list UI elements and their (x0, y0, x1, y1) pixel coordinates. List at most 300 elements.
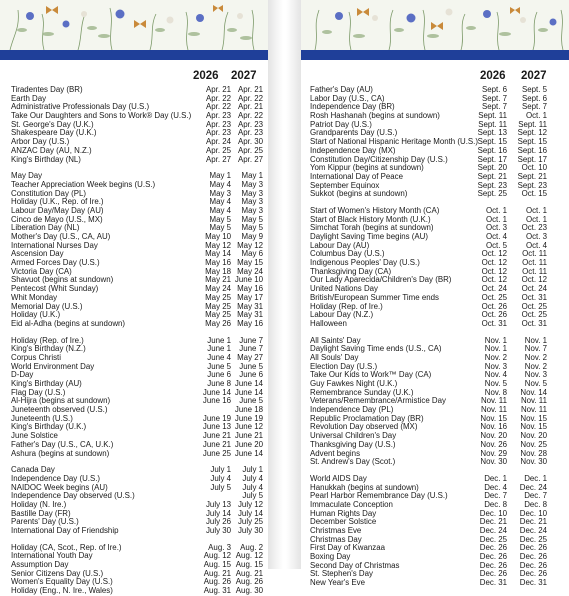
date-2026: Sept. 21 (477, 171, 507, 181)
date-2027: Oct. 15 (521, 189, 547, 199)
date-2027: Apr. 30 (237, 137, 263, 147)
holiday-row (310, 458, 547, 467)
date-2027: May 3 (241, 197, 263, 207)
holiday-name: United Nations Day (310, 284, 378, 294)
holiday-name: Mother's Day (U.S., CA, AU) (11, 232, 111, 241)
holiday-name: World AIDS Day (310, 473, 367, 483)
date-2027: Dec. 25 (519, 534, 547, 544)
holiday-name: Constitution Day (PL) (11, 188, 86, 198)
date-2027: Dec. 10 (519, 508, 547, 518)
date-2027: May 16 (237, 284, 263, 294)
holiday-name: St. George's Day (U.K.) (11, 119, 94, 129)
holiday-name: King's Birthday (U.K.) (11, 422, 87, 432)
date-2027: Dec. 31 (519, 578, 547, 588)
date-2027: Aug. 26 (235, 577, 263, 587)
holiday-column-right (310, 70, 547, 588)
holiday-name: Labour Day (N.Z.) (310, 310, 374, 320)
date-2027: June 5 (239, 361, 263, 371)
date-2026: Apr. 23 (205, 111, 231, 121)
date-2026: June 13 (202, 422, 231, 432)
date-2026: Sept. 11 (478, 119, 507, 129)
holiday-name: Start of Black History Month (U.K.) (310, 214, 431, 224)
date-2026: Nov. 2 (484, 352, 507, 362)
date-2027: May 27 (237, 352, 263, 362)
date-2027: May 15 (237, 258, 263, 268)
date-2026: May 21 (205, 275, 231, 285)
date-2026: Oct. 12 (481, 249, 507, 259)
date-2026: Dec. 26 (479, 543, 507, 553)
date-2026: Nov. 1 (484, 344, 507, 354)
holiday-name: International Nurses Day (11, 240, 98, 250)
holiday-name: All Saints' Day (310, 335, 361, 345)
holiday-name: Holiday (U.K., Rep. of Ire.) (11, 197, 104, 207)
date-2027: Nov. 2 (524, 352, 547, 362)
date-2026: Dec. 31 (479, 578, 507, 588)
date-2026: Dec. 26 (479, 560, 507, 570)
date-2027: Apr. 21 (237, 102, 263, 112)
date-2027: May 9 (241, 232, 263, 241)
date-2026: Oct. 5 (485, 240, 507, 250)
date-2026: July 14 (205, 508, 231, 518)
holiday-name: Pearl Harbor Remembrance Day (U.S.) (310, 491, 448, 501)
holiday-name: Simchat Torah (begins at sundown) (310, 223, 434, 233)
holiday-name: Independence Day (MX) (310, 145, 396, 155)
holiday-name: Boxing Day (310, 552, 351, 562)
holiday-section (310, 207, 547, 329)
holiday-name: Juneteenth (U.S.) (11, 413, 73, 423)
date-2026: May 4 (209, 197, 231, 207)
holiday-section (310, 86, 547, 199)
date-2026: Oct. 3 (485, 223, 507, 233)
holiday-name: Juneteenth observed (U.S.) (11, 405, 108, 415)
date-2026: July 13 (205, 499, 231, 509)
holiday-name: Flag Day (U.S.) (11, 387, 66, 397)
holiday-name: May Day (11, 171, 43, 181)
date-2027: Aug. 2 (240, 542, 263, 552)
date-2027: Apr. 21 (237, 85, 263, 94)
holiday-name: Parents' Day (U.S.) (11, 517, 79, 527)
date-2027: Apr. 22 (237, 111, 263, 121)
date-2026: Dec. 8 (484, 499, 507, 509)
holiday-name: Holiday (CA, Scot., Rep. of Ire.) (11, 542, 122, 552)
botanical-illustration (0, 0, 268, 50)
date-2027: Sept. 5 (521, 85, 547, 94)
holiday-name: Assumption Day (11, 560, 69, 570)
date-2027: Oct. 31 (521, 292, 547, 302)
date-2027: June 12 (234, 422, 263, 432)
date-2026: May 12 (205, 240, 231, 250)
date-2027: Sept. 15 (517, 137, 547, 147)
date-2026: Nov. 5 (484, 379, 507, 388)
date-2026: Sept. 7 (481, 93, 507, 103)
date-2026: Apr. 23 (205, 128, 231, 138)
date-2026: Aug. 15 (203, 560, 231, 570)
date-2027: May 3 (241, 188, 263, 198)
date-2026: July 5 (210, 482, 231, 492)
holiday-name: Tiradentes Day (BR) (11, 85, 83, 94)
date-2027: Aug. 30 (235, 586, 263, 596)
date-2026: June 21 (202, 439, 231, 449)
holiday-name: King's Birthday (NL) (11, 154, 81, 164)
date-2026: June 8 (207, 379, 231, 388)
date-2027: May 31 (237, 301, 263, 311)
decorative-banner-left (0, 0, 268, 64)
date-2026: Sept. 7 (481, 102, 507, 112)
date-2026: May 4 (209, 205, 231, 215)
date-2027: Oct. 31 (521, 318, 547, 328)
date-2026: Nov. 1 (484, 335, 507, 345)
holiday-name: Constitution Day/Citizenship Day (U.S.) (310, 154, 448, 164)
date-2026: Apr. 22 (205, 93, 231, 103)
holiday-name: Immaculate Conception (310, 499, 393, 509)
date-2027: July 14 (237, 508, 263, 518)
year-header (11, 70, 263, 84)
date-2026: May 24 (205, 284, 231, 294)
holiday-name: Our Lady Aparecida/Children's Day (BR) (310, 275, 452, 285)
date-2027: Oct. 23 (521, 223, 547, 233)
holiday-name: Thanksgiving Day (CA) (310, 266, 392, 276)
holiday-name: Arbor Day (U.S.) (11, 137, 70, 147)
date-2027: June 5 (239, 396, 263, 406)
holiday-name: Take Our Kids to Work™ Day (CA) (310, 370, 432, 380)
date-2026: May 26 (205, 318, 231, 328)
holiday-name: Women's Equality Day (U.S.) (11, 577, 113, 587)
date-2027: Sept. 6 (521, 93, 547, 103)
date-2026: Nov. 29 (480, 448, 507, 458)
date-2027: Sept. 17 (517, 154, 547, 164)
date-2026: Nov. 26 (480, 439, 507, 449)
date-2027: June 14 (234, 379, 263, 388)
holiday-name: Shavuot (begins at sundown) (11, 275, 114, 285)
date-2027: Sept. 16 (517, 145, 547, 155)
holiday-name: World Environment Day (11, 361, 95, 371)
holiday-name: Start of National Hispanic Heritage Month (U.S.) (310, 137, 478, 147)
date-2027: Dec. 7 (524, 491, 547, 501)
date-2026: June 14 (202, 387, 231, 397)
date-2026: Dec. 21 (479, 517, 507, 527)
date-2026: July 26 (205, 517, 231, 527)
holiday-name: Holiday (Rep. of Ire.) (11, 335, 84, 345)
date-2027: Nov. 28 (520, 448, 547, 458)
holiday-name: Pentecost (Whit Sunday) (11, 284, 99, 294)
holiday-name: Christmas Eve (310, 526, 362, 535)
date-2027: Nov. 15 (520, 413, 547, 423)
holiday-name: St. Andrew's Day (Scot.) (310, 457, 396, 467)
date-2027: July 5 (242, 491, 263, 501)
date-2026: May 1 (209, 171, 231, 181)
date-2026: Apr. 27 (205, 154, 231, 164)
date-2026: Oct. 25 (481, 292, 507, 302)
holiday-row (11, 527, 263, 536)
year-2026-label: 2026 (480, 70, 506, 82)
date-2027: Sept. 21 (517, 171, 547, 181)
date-2026: Nov. 30 (480, 457, 507, 467)
date-2026: May 25 (205, 292, 231, 302)
holiday-section (11, 544, 263, 596)
date-2026: Dec. 25 (479, 534, 507, 544)
date-2027: Sept. 12 (517, 128, 547, 138)
date-2027: Apr. 23 (237, 128, 263, 138)
date-2027: July 1 (242, 465, 263, 475)
holiday-name: Republic Proclamation Day (BR) (310, 413, 424, 423)
date-2027: Oct. 1 (525, 205, 547, 215)
date-2027: Apr. 23 (237, 119, 263, 129)
date-2026: July 1 (210, 465, 231, 475)
holiday-row (11, 320, 263, 329)
holiday-name: Labour Day (AU) (310, 240, 370, 250)
holiday-name: Holiday (Rep. of Ire.) (310, 301, 383, 311)
holiday-row (11, 570, 263, 579)
date-2027: Aug. 15 (235, 560, 263, 570)
holiday-name: Second Day of Christmas (310, 560, 400, 570)
holiday-name: Canada Day (11, 465, 55, 475)
date-2026: Oct. 26 (481, 310, 507, 320)
holiday-name: Indigenous Peoples' Day (U.S.) (310, 258, 420, 268)
date-2026: Oct. 26 (481, 301, 507, 311)
banner-rule (301, 50, 569, 60)
decorative-banner-right (301, 0, 569, 64)
date-2027: Nov. 2 (524, 361, 547, 371)
date-2026: Oct. 4 (485, 232, 507, 241)
holiday-name: Holiday (Eng., N. Ire., Wales) (11, 586, 113, 596)
date-2027: Dec. 21 (519, 517, 547, 527)
date-2026: July 30 (205, 526, 231, 535)
date-2027: May 17 (237, 292, 263, 302)
date-2026: June 1 (207, 344, 231, 354)
holiday-name: Eid al-Adha (begins at sundown) (11, 318, 126, 328)
date-2026: Nov. 11 (480, 396, 507, 406)
date-2027: Nov. 1 (524, 335, 547, 345)
date-2027: May 5 (241, 214, 263, 224)
date-2027: Apr. 22 (237, 93, 263, 103)
date-2026: Nov. 15 (480, 413, 507, 423)
date-2027: June 7 (239, 335, 263, 345)
holiday-name: Teacher Appreciation Week begins (U.S.) (11, 179, 156, 189)
date-2027: Nov. 15 (520, 422, 547, 432)
holiday-name: June Solstice (11, 431, 58, 441)
holiday-name: Labor Day (U.S., CA) (310, 93, 385, 103)
date-2026: Dec. 1 (484, 473, 507, 483)
date-2026: Nov. 8 (484, 387, 507, 397)
date-2027: June 6 (239, 370, 263, 380)
date-2026: Sept. 20 (477, 163, 507, 173)
date-2027: Oct. 25 (521, 310, 547, 320)
date-2027: Nov. 11 (520, 396, 547, 406)
date-2026: Nov. 3 (484, 361, 507, 371)
date-2027: June 10 (234, 275, 263, 285)
date-2027: June 20 (234, 439, 263, 449)
banner-rule (0, 50, 268, 60)
date-2027: Nov. 5 (524, 379, 547, 388)
holiday-name: Revolution Day observed (MX) (310, 422, 418, 432)
holiday-column-left (11, 70, 263, 596)
date-2026: Sept. 17 (477, 154, 507, 164)
holiday-name: Victoria Day (CA) (11, 266, 72, 276)
date-2027: Oct. 11 (522, 258, 547, 268)
holiday-name: Human Rights Day (310, 508, 377, 518)
date-2027: June 21 (234, 431, 263, 441)
date-2026: Oct. 12 (481, 275, 507, 285)
holiday-name: Independence Day (BR) (310, 102, 395, 112)
date-2026: Dec. 24 (479, 526, 507, 535)
date-2027: Dec. 26 (519, 560, 547, 570)
holiday-name: September Equinox (310, 180, 380, 190)
holiday-row (310, 320, 547, 329)
holiday-name: Independence Day observed (U.S.) (11, 491, 135, 501)
date-2027: Oct. 1 (525, 111, 547, 121)
holiday-name: December Solstice (310, 517, 377, 527)
date-2027: July 12 (237, 499, 263, 509)
holiday-name: Daylight Saving Time begins (AU) (310, 232, 428, 241)
date-2027: July 30 (237, 526, 263, 535)
date-2026: May 10 (205, 232, 231, 241)
date-2027: Dec. 24 (519, 482, 547, 492)
date-2027: Nov. 3 (524, 370, 547, 380)
holiday-row (310, 579, 547, 588)
date-2027: Apr. 27 (237, 154, 263, 164)
date-2026: Oct. 12 (481, 258, 507, 268)
date-2026: Aug. 21 (203, 568, 231, 578)
holiday-name: Memorial Day (U.S.) (11, 301, 83, 311)
date-2027: Apr. 25 (237, 145, 263, 155)
date-2026: May 25 (205, 301, 231, 311)
holiday-name: Grandparents Day (U.S.) (310, 128, 398, 138)
date-2026: June 25 (202, 448, 231, 458)
holiday-name: Father's Day (AU) (310, 85, 373, 94)
holiday-row (11, 578, 263, 587)
date-2026: Nov. 16 (480, 422, 507, 432)
date-2026: May 16 (205, 258, 231, 268)
date-2027: Sept. 23 (517, 180, 547, 190)
date-2026: Oct. 12 (481, 266, 507, 276)
date-2027: Nov. 14 (520, 387, 547, 397)
date-2026: Aug. 12 (203, 551, 231, 561)
date-2027: Nov. 25 (520, 439, 547, 449)
date-2026: Dec. 7 (484, 491, 507, 501)
date-2026: Sept. 13 (477, 128, 507, 138)
date-2027: Nov. 30 (520, 457, 547, 467)
date-2026: June 4 (207, 352, 231, 362)
holiday-row (11, 450, 263, 459)
date-2026: Sept. 16 (477, 145, 507, 155)
date-2026: July 4 (210, 473, 231, 483)
date-2027: May 3 (241, 205, 263, 215)
date-2027: June 18 (234, 405, 263, 415)
holiday-section (310, 337, 547, 467)
date-2027: Oct. 11 (522, 266, 547, 276)
date-2026: May 18 (205, 266, 231, 276)
date-2027: June 19 (234, 413, 263, 423)
date-2026: Dec. 10 (479, 508, 507, 518)
date-2026: Sept. 6 (481, 85, 507, 94)
holiday-name: New Year's Eve (310, 578, 366, 588)
date-2026: Dec. 4 (484, 482, 507, 492)
date-2027: Dec. 26 (519, 552, 547, 562)
date-2027: Dec. 24 (519, 526, 547, 535)
date-2026: May 4 (209, 179, 231, 189)
holiday-name: Start of Women's History Month (CA) (310, 205, 440, 215)
date-2027: May 31 (237, 310, 263, 320)
year-2027-label: 2027 (521, 70, 547, 82)
date-2027: Nov. 20 (520, 431, 547, 441)
holiday-name: Administrative Professionals Day (U.S.) (11, 102, 150, 112)
date-2026: Dec. 26 (479, 569, 507, 579)
holiday-name: Advent begins (310, 448, 361, 458)
date-2026: June 5 (207, 361, 231, 371)
date-2026: Oct. 1 (485, 205, 507, 215)
holiday-name: Whit Monday (11, 292, 58, 302)
date-2026: Nov. 20 (480, 431, 507, 441)
holiday-name: Ascension Day (11, 249, 64, 259)
holiday-name: King's Birthday (AU) (11, 379, 82, 388)
date-2026: Sept. 25 (477, 189, 507, 199)
date-2026: Apr. 23 (205, 119, 231, 129)
holiday-name: All Souls' Day (310, 352, 359, 362)
date-2027: July 4 (242, 473, 263, 483)
holiday-name: Holiday (N. Ire.) (11, 499, 67, 509)
date-2027: Oct. 4 (525, 240, 547, 250)
date-2027: Oct. 11 (522, 249, 547, 259)
holiday-section (11, 337, 263, 459)
holiday-name: Thanksgiving Day (U.S.) (310, 439, 396, 449)
date-2026: Nov. 4 (484, 370, 507, 380)
holiday-section (11, 86, 263, 164)
date-2026: Nov. 11 (480, 405, 507, 415)
holiday-row (310, 562, 547, 571)
holiday-name: Patriot Day (U.S.) (310, 119, 372, 129)
date-2027: Oct. 25 (521, 301, 547, 311)
date-2026: June 1 (207, 335, 231, 345)
date-2026: Apr. 24 (205, 137, 231, 147)
date-2026: May 25 (205, 310, 231, 320)
date-2027: Oct. 3 (525, 232, 547, 241)
date-2027: Oct. 12 (521, 275, 547, 285)
date-2026: May 5 (209, 214, 231, 224)
date-2026: Apr. 22 (205, 102, 231, 112)
date-2027: May 12 (237, 240, 263, 250)
holiday-section (11, 172, 263, 328)
date-2026: May 5 (209, 223, 231, 233)
holiday-name: Corpus Christi (11, 352, 61, 362)
year-2027-label: 2027 (231, 70, 257, 82)
date-2026: June 6 (207, 370, 231, 380)
botanical-illustration (301, 0, 569, 50)
holiday-name: Sukkot (begins at sundown) (310, 189, 408, 199)
holiday-name: Senior Citizens Day (U.S.) (11, 568, 104, 578)
holiday-name: King's Birthday (N.Z.) (11, 344, 86, 354)
holiday-name: Holiday (U.K.) (11, 310, 61, 320)
holiday-row (310, 190, 547, 199)
date-2027: June 14 (234, 448, 263, 458)
holiday-name: Liberation Day (NL) (11, 223, 80, 233)
holiday-name: Independence Day (U.S.) (11, 473, 101, 483)
holiday-section (11, 466, 263, 536)
date-2027: June 14 (234, 387, 263, 397)
date-2027: Oct. 24 (521, 284, 547, 294)
year-header (310, 70, 547, 84)
holiday-name: Cinco de Mayo (U.S., MX) (11, 214, 103, 224)
date-2027: Nov. 7 (524, 344, 547, 354)
holiday-name: Daylight Saving Time ends (U.S., CA) (310, 344, 442, 354)
holiday-name: Ashura (begins at sundown) (11, 448, 110, 458)
date-2027: Aug. 21 (235, 568, 263, 578)
date-2026: Oct. 24 (481, 284, 507, 294)
holiday-name: ANZAC Day (AU, N.Z.) (11, 145, 92, 155)
holiday-name: Earth Day (11, 93, 47, 103)
date-2026: Sept. 23 (477, 180, 507, 190)
holiday-name: International Day of Peace (310, 171, 403, 181)
holiday-row (11, 587, 263, 596)
